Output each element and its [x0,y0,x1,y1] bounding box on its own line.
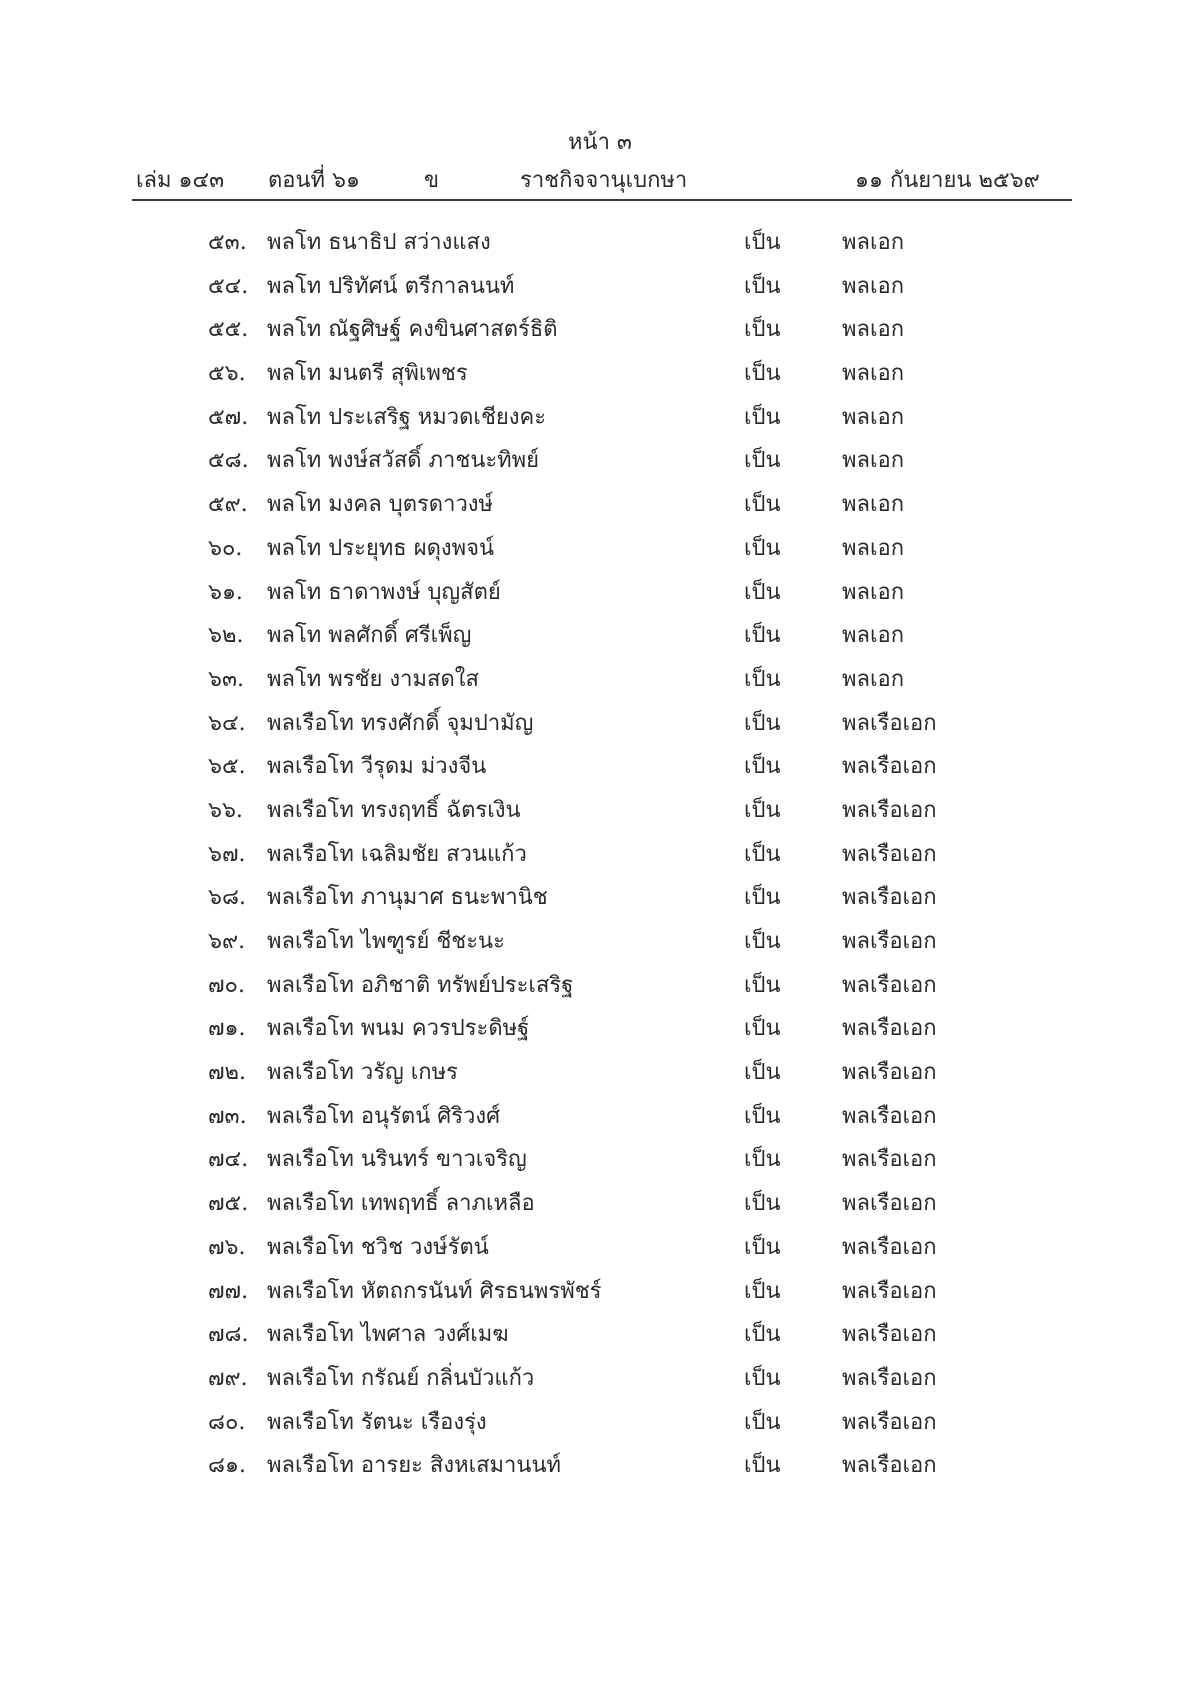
entry-rank: พลเอก [842,230,905,255]
entry-rank: พลเอก [842,273,905,299]
entry-name: พลเรือโท พนม ควรประดิษฐ์ [267,1016,530,1042]
entry-number: ๕๙. [208,492,248,518]
entry-number: ๖๒. [208,623,244,649]
entry-be: เป็น [744,535,781,561]
list-item [0,530,1200,574]
list-item [0,224,1200,268]
list-item [0,748,1200,792]
entry-be: เป็น [744,361,781,387]
entry-number: ๖๗. [208,841,246,867]
entry-be: เป็น [744,754,781,780]
list-item [0,268,1200,312]
entry-rank: พลเรือเอก [842,972,937,998]
list-item [0,1447,1200,1491]
entry-be: เป็น [744,404,781,430]
entry-be: เป็น [744,972,781,998]
entry-rank: พลเอก [842,579,905,605]
list-item [0,1360,1200,1404]
entry-be: เป็น [744,1322,781,1348]
entry-rank: พลเรือเอก [842,710,937,736]
entry-number: ๕๕. [208,317,249,343]
entry-number: ๘๐. [208,1409,246,1435]
list-item [0,1054,1200,1098]
list-item [0,1229,1200,1273]
entry-rank: พลเอก [842,404,905,430]
entry-be: เป็น [744,1453,781,1479]
entry-name: พลเรือโท อภิชาติ ทรัพย์ประเสริฐ [267,972,574,998]
entry-number: ๖๖. [208,797,243,823]
entry-be: เป็น [744,579,781,605]
entry-name: พลเรือโท ชวิช วงษ์รัตน์ [267,1234,489,1260]
entry-rank: พลเอก [842,623,905,649]
list-item [0,967,1200,1011]
list-item [0,617,1200,661]
entry-number: ๕๓. [208,230,247,255]
list-item [0,399,1200,443]
list-item [0,792,1200,836]
entry-number: ๗๔. [208,1147,249,1173]
page-number: หน้า ๓ [568,130,632,155]
entry-name: พลเรือโท ภานุมาศ ธนะพานิช [267,885,548,911]
entry-rank: พลเอก [842,448,905,474]
list-item [0,661,1200,705]
entry-rank: พลเอก [842,361,905,387]
entry-number: ๖๕. [208,754,246,780]
entry-be: เป็น [744,1365,781,1391]
entry-name: พลเรือโท อนุรัตน์ ศิริวงศ์ [267,1103,501,1129]
entry-rank: พลเรือเอก [842,797,937,823]
entry-rank: พลเอก [842,666,905,692]
entry-name: พลโท ประเสริฐ หมวดเชียงคะ [267,404,547,430]
entry-be: เป็น [744,1060,781,1086]
list-item [0,1185,1200,1229]
entry-be: เป็น [744,1278,781,1304]
entry-number: ๗๖. [208,1234,246,1260]
list-item [0,1404,1200,1448]
entry-be: เป็น [744,1016,781,1042]
entry-rank: พลเอก [842,492,905,518]
entry-number: ๖๑. [208,579,243,605]
entry-name: พลเรือโท เฉลิมชัย สวนแก้ว [267,841,527,867]
entry-be: เป็น [744,273,781,299]
entry-name: พลเรือโท นรินทร์ ขาวเจริญ [267,1147,527,1173]
entry-number: ๗๘. [208,1322,249,1348]
entry-name: พลเรือโท วีรุดม ม่วงจีน [267,754,487,780]
entry-number: ๕๔. [208,273,249,299]
entry-name: พลโท พรชัย งามสดใส [267,666,479,692]
entry-be: เป็น [744,448,781,474]
entry-name: พลโท ธาดาพงษ์ บุญสัตย์ [267,579,501,605]
entry-rank: พลเรือเอก [842,1103,937,1129]
entry-rank: พลเรือเอก [842,1453,937,1479]
entry-be: เป็น [744,1409,781,1435]
list-item [0,879,1200,923]
entry-rank: พลเรือเอก [842,929,937,954]
entry-rank: พลเรือเอก [842,1234,937,1260]
promotion-list [0,224,1200,1491]
entry-be: เป็น [744,929,781,954]
entry-rank: พลเรือเอก [842,1409,937,1435]
list-item [0,836,1200,880]
entry-rank: พลเรือเอก [842,1060,937,1086]
entry-name: พลเรือโท ไพฑูรย์ ชีชะนะ [267,929,505,954]
entry-be: เป็น [744,1103,781,1129]
entry-rank: พลเรือเอก [842,1322,937,1348]
entry-name: พลเรือโท รัตนะ เรืองรุ่ง [267,1409,487,1435]
entry-be: เป็น [744,666,781,692]
header-date: ๑๑ กันยายน ๒๕๖๙ [855,168,1040,193]
header-gazette-title: ราชกิจจานุเบกษา [520,168,688,193]
entry-be: เป็น [744,230,781,255]
list-item [0,1141,1200,1185]
entry-be: เป็น [744,317,781,343]
list-item [0,486,1200,530]
entry-number: ๖๓. [208,666,244,692]
entry-be: เป็น [744,1147,781,1173]
entry-name: พลเรือโท ไพศาล วงศ์เมฆ [267,1322,509,1348]
entry-rank: พลเรือเอก [842,1191,937,1217]
entry-be: เป็น [744,885,781,911]
entry-be: เป็น [744,710,781,736]
list-item [0,442,1200,486]
entry-be: เป็น [744,797,781,823]
entry-be: เป็น [744,623,781,649]
entry-number: ๕๘. [208,448,249,474]
entry-be: เป็น [744,1234,781,1260]
entry-rank: พลเรือเอก [842,1147,937,1173]
entry-number: ๖๔. [208,710,246,736]
entry-number: ๗๒. [208,1060,247,1086]
entry-name: พลเรือโท อารยะ สิงหเสมานนท์ [267,1453,561,1479]
entry-be: เป็น [744,492,781,518]
entry-number: ๖๙. [208,929,246,954]
entry-be: เป็น [744,1191,781,1217]
list-item [0,705,1200,749]
entry-name: พลเรือโท ทรงศักดิ์ จุมปามัญ [267,710,534,736]
entry-name: พลเรือโท ทรงฤทธิ์ ฉัตรเงิน [267,797,521,823]
entry-name: พลโท ประยุทธ ผดุงพจน์ [267,535,495,561]
entry-name: พลโท ธนาธิป สว่างแสง [267,230,491,255]
entry-rank: พลเรือเอก [842,885,937,911]
list-item [0,1010,1200,1054]
entry-number: ๗๓. [208,1103,247,1129]
entry-name: พลโท ณัฐศิษฐ์ คงขินศาสตร์ธิติ [267,317,558,343]
entry-number: ๖๘. [208,885,246,911]
entry-number: ๗๐. [208,972,245,998]
entry-name: พลโท ปริทัศน์ ตรีกาลนนท์ [267,273,515,299]
list-item [0,574,1200,618]
entry-name: พลเรือโท หัตถกรนันท์ ศิรธนพรพัชร์ [267,1278,602,1304]
header-section: ข [424,168,440,193]
entry-number: ๘๑. [208,1453,246,1479]
entry-rank: พลเอก [842,317,905,343]
entry-number: ๕๖. [208,361,246,387]
list-item [0,355,1200,399]
entry-name: พลโท มงคล บุตรดาวงษ์ [267,492,494,518]
gazette-header [0,162,1200,198]
entry-rank: พลเรือเอก [842,1016,937,1042]
header-issue: ตอนที่ ๖๑ [268,168,360,193]
list-item [0,1273,1200,1317]
list-item [0,1316,1200,1360]
entry-number: ๗๕. [208,1191,249,1217]
entry-name: พลเรือโท เทพฤทธิ์ ลาภเหลือ [267,1191,535,1217]
entry-number: ๖๐. [208,535,243,561]
list-item [0,311,1200,355]
entry-number: ๗๑. [208,1016,246,1042]
header-rule [132,199,1072,201]
entry-name: พลโท มนตรี สุพิเพชร [267,361,468,387]
entry-number: ๕๗. [208,404,249,430]
entry-number: ๗๙. [208,1365,248,1391]
entry-number: ๗๗. [208,1278,249,1304]
entry-name: พลเรือโท วรัญ เกษร [267,1060,458,1086]
header-volume: เล่ม ๑๔๓ [136,168,225,193]
entry-name: พลเรือโท กรัณย์ กลิ่นบัวแก้ว [267,1365,535,1391]
entry-rank: พลเรือเอก [842,1365,937,1391]
entry-rank: พลเรือเอก [842,754,937,780]
entry-rank: พลเรือเอก [842,841,937,867]
list-item [0,923,1200,967]
entry-name: พลโท พลศักดิ์ ศรีเพ็ญ [267,623,472,649]
list-item [0,1098,1200,1142]
entry-rank: พลเอก [842,535,905,561]
entry-rank: พลเรือเอก [842,1278,937,1304]
entry-be: เป็น [744,841,781,867]
entry-name: พลโท พงษ์สวัสดิ์ ภาชนะทิพย์ [267,448,540,474]
